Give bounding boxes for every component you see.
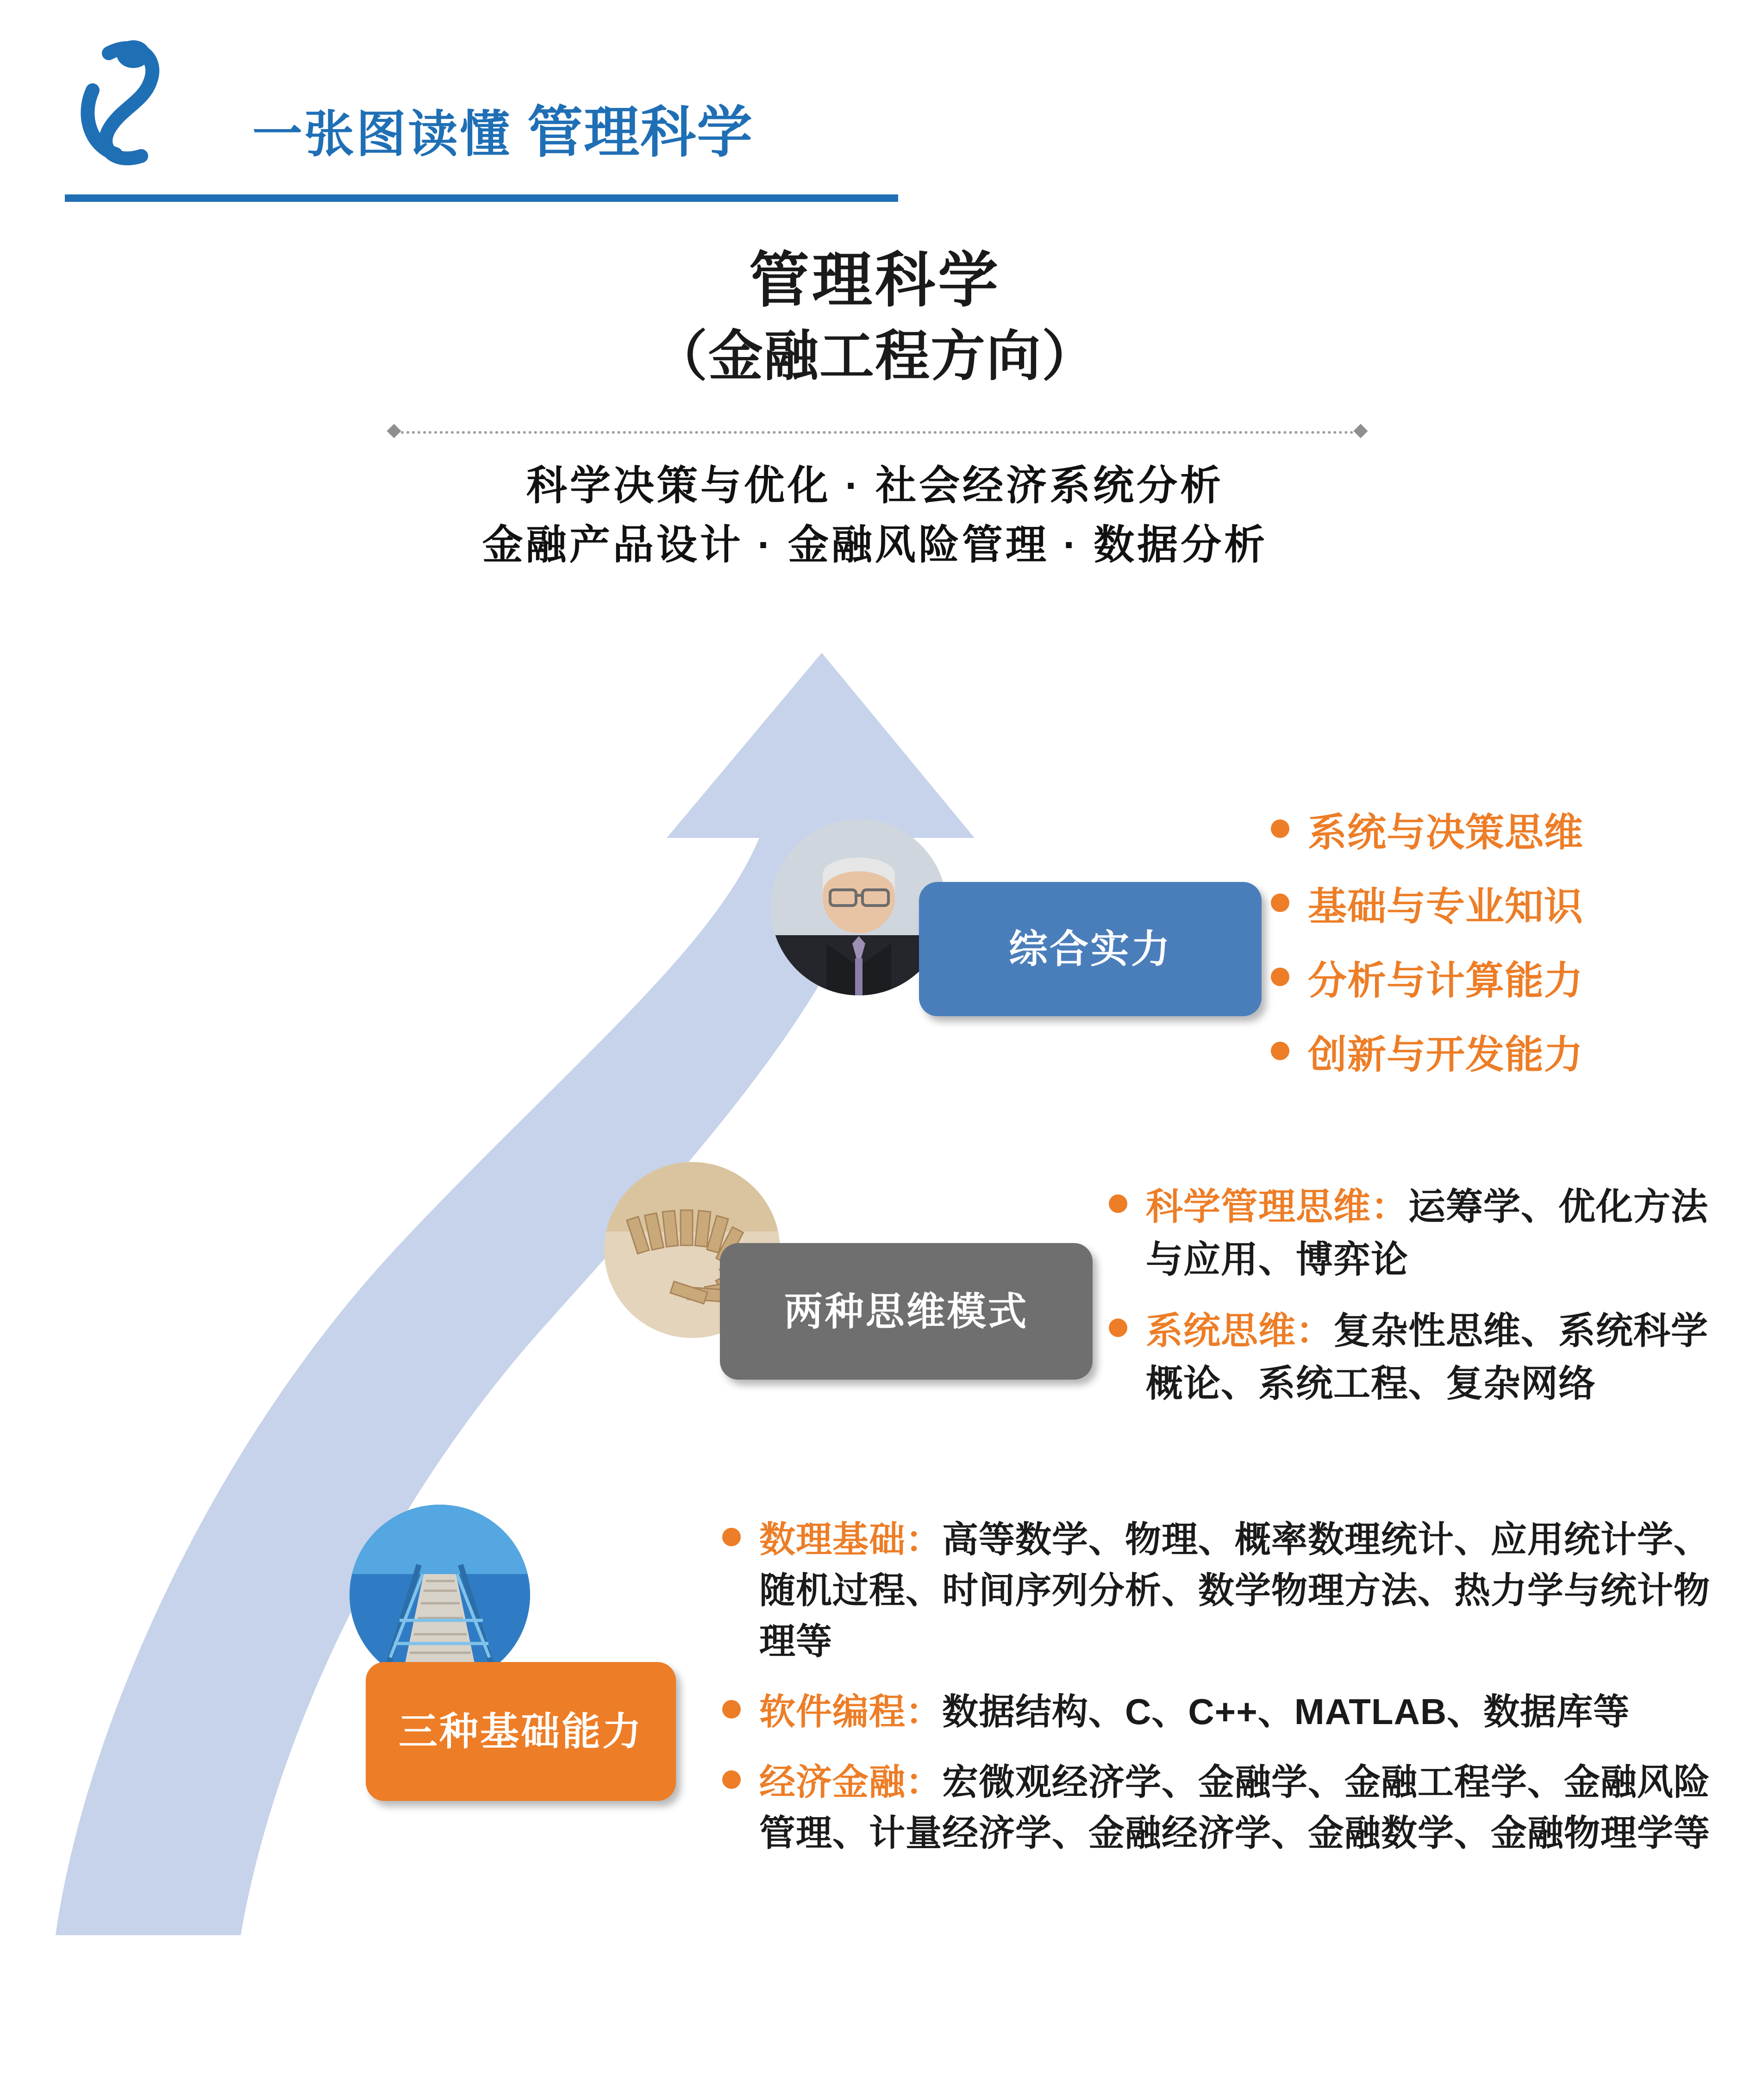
page-title-line2: （金融工程方向） (652, 326, 1097, 387)
separator-dots (401, 431, 1354, 434)
bullet-dot-icon (1271, 894, 1289, 912)
page-subtitle-line1: 科学决策与优化 · 社会经济系统分析 (526, 462, 1224, 508)
page-title-line1: 管理科学 (749, 246, 1001, 314)
bullet-lead: 分析与计算能力 (1308, 959, 1584, 1002)
separator-diamond-right (1353, 424, 1368, 438)
bullet-dot-icon (1109, 1194, 1127, 1213)
bullet-lead: 软件编程： (759, 1691, 943, 1732)
page-title (0, 241, 1750, 394)
bullet-dot-icon (1109, 1319, 1127, 1337)
list-item (722, 1514, 1729, 1667)
list-item (1109, 1305, 1725, 1410)
bullet-dot-icon (1271, 819, 1289, 838)
title-separator (389, 426, 1366, 439)
bullet-lead: 系统思维： (1146, 1310, 1333, 1351)
list-item (1109, 1181, 1725, 1286)
bullet-dot-icon (1271, 968, 1289, 986)
page-subtitle (0, 456, 1750, 575)
bullet-body: 高等数学、物理、概率数理统计、应用统计学、随机过程、时间序列分析、数学物理方法、热力学与统计物理等 (759, 1519, 1711, 1662)
bullet-body: 数据结构、C、C++、MATLAB、数据库等 (942, 1691, 1630, 1732)
bullet-dot-icon (722, 1770, 741, 1789)
list-item (1271, 806, 1715, 859)
list-item (1271, 954, 1715, 1007)
bullet-lead: 经济金融： (759, 1762, 943, 1802)
bullet-list-two-thinking-modes (1109, 1181, 1725, 1429)
separator-diamond-left (387, 424, 401, 438)
bullet-lead: 数理基础： (759, 1519, 943, 1560)
stage-label-comprehensive-strength[interactable] (919, 882, 1262, 1016)
bullet-lead: 系统与决策思维 (1308, 811, 1584, 854)
bullet-list-three-basic-abilities (722, 1514, 1729, 1878)
stage-label-two-thinking-modes[interactable] (720, 1243, 1093, 1380)
header-title-prefix: 一张图读懂 (252, 106, 512, 162)
list-item (722, 1686, 1729, 1737)
stage-label-three-basic-abilities[interactable] (366, 1662, 676, 1801)
bullet-body: 复杂性思维、系统科学概论、系统工程、复杂网络 (1146, 1310, 1708, 1404)
bullet-dot-icon (1271, 1042, 1289, 1060)
list-item (1271, 1028, 1715, 1081)
header-title-main: 管理科学 (527, 101, 754, 163)
bullet-lead: 科学管理思维： (1146, 1186, 1408, 1227)
microphone-icon (65, 35, 190, 174)
header-title (252, 88, 753, 168)
page-header (0, 0, 1750, 218)
bullet-body: 运筹学、优化方法与应用、博弈论 (1146, 1186, 1708, 1280)
stage-label-text: 两种思维模式 (784, 1289, 1029, 1333)
stage-label-text: 综合实力 (1008, 927, 1172, 971)
bullet-lead: 基础与专业知识 (1308, 885, 1584, 928)
bullet-list-comprehensive-strength (1271, 806, 1715, 1102)
bullet-dot-icon (722, 1700, 741, 1719)
stairs-photo (350, 1505, 530, 1685)
header-divider (65, 194, 898, 202)
stage-label-text: 三种基础能力 (398, 1710, 643, 1753)
bullet-lead: 创新与开发能力 (1308, 1033, 1584, 1076)
bullet-dot-icon (722, 1528, 741, 1546)
list-item (722, 1756, 1729, 1858)
bullet-body: 宏微观经济学、金融学、金融工程学、金融风险管理、计量经济学、金融经济学、金融数学、金融物理学等 (759, 1762, 1711, 1853)
list-item (1271, 880, 1715, 933)
page-subtitle-line2: 金融产品设计 · 金融风险管理 · 数据分析 (482, 522, 1268, 568)
